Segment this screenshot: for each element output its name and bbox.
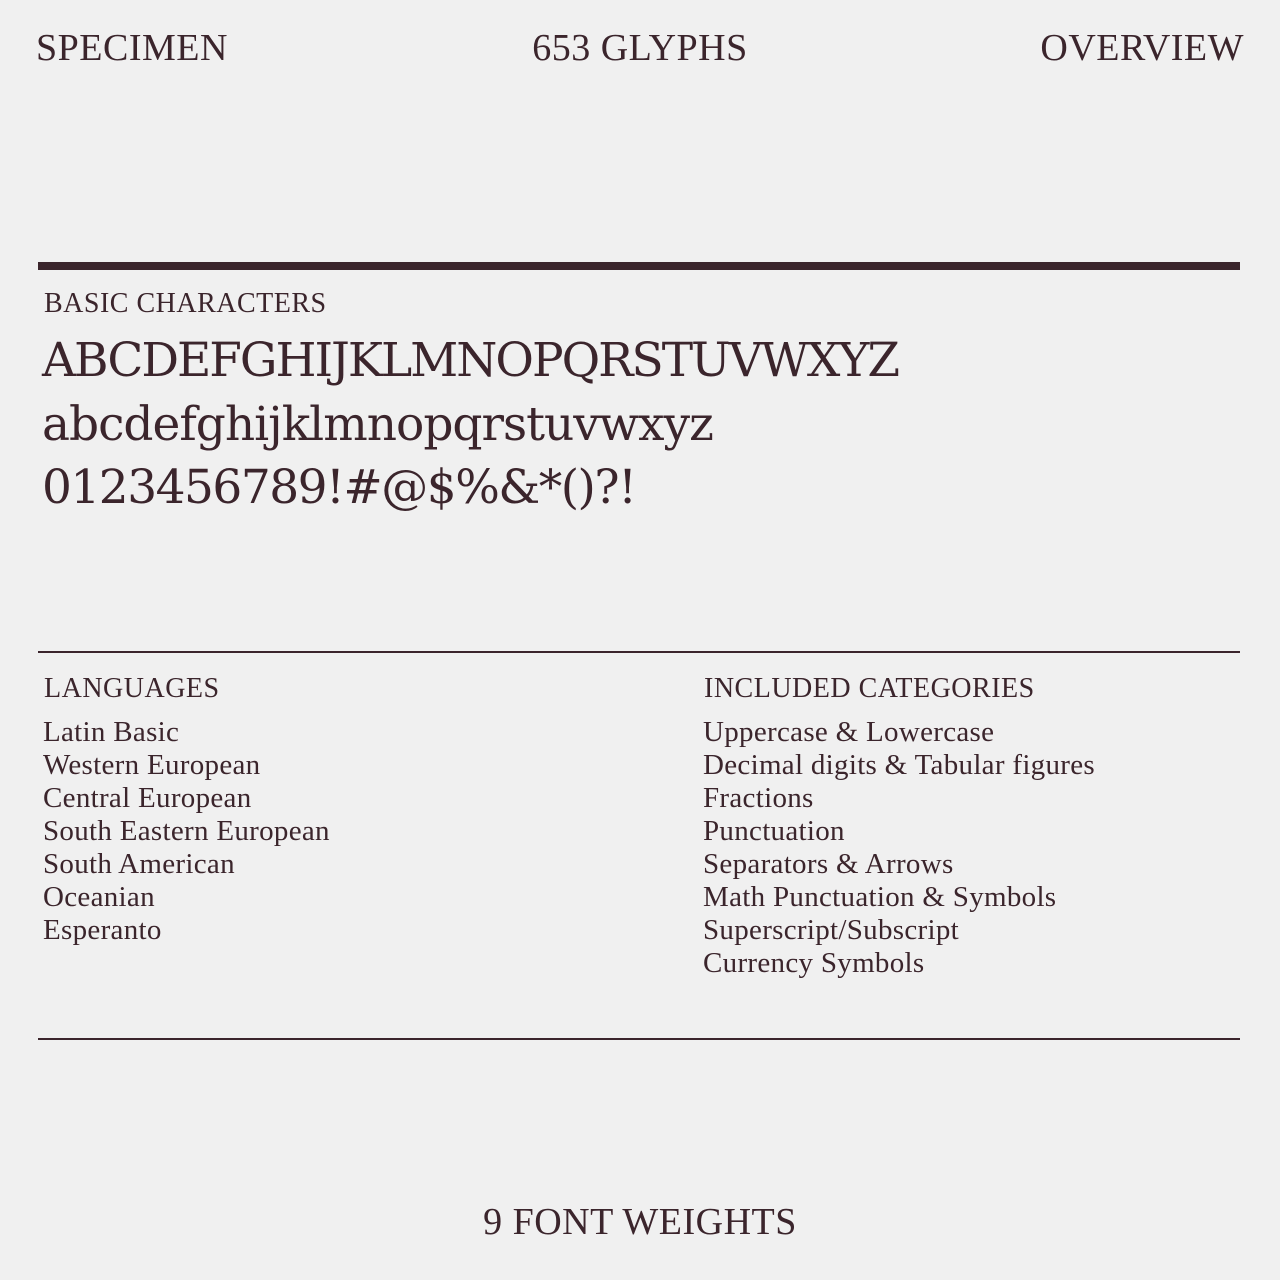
languages-label: LANGUAGES	[44, 673, 220, 704]
list-item: Central European	[43, 782, 252, 814]
header-overview: OVERVIEW	[1040, 27, 1244, 69]
font-weights-footer: 9 FONT WEIGHTS	[483, 1201, 797, 1243]
list-item: Currency Symbols	[703, 947, 925, 979]
languages-list	[43, 716, 330, 947]
list-item: Uppercase & Lowercase	[703, 716, 995, 748]
categories-list	[703, 716, 1095, 980]
list-item: Punctuation	[703, 815, 845, 847]
list-item: Oceanian	[43, 881, 155, 913]
divider-thick	[38, 262, 1240, 270]
divider-bottom	[38, 1038, 1240, 1040]
header-specimen: SPECIMEN	[36, 27, 228, 69]
list-item: Western European	[43, 749, 261, 781]
list-item: South American	[43, 848, 235, 880]
divider-middle	[38, 651, 1240, 653]
lowercase-specimen: abcdefghijklmnopqrstuvwxyz	[42, 397, 713, 452]
list-item: Separators & Arrows	[703, 848, 954, 880]
list-item: Decimal digits & Tabular figures	[703, 749, 1095, 781]
numerals-symbols-specimen: 0123456789!#@$%&*()?!	[42, 460, 636, 515]
list-item: Fractions	[703, 782, 814, 814]
list-item: Superscript/Subscript	[703, 914, 959, 946]
included-categories-label: INCLUDED CATEGORIES	[704, 673, 1035, 704]
uppercase-specimen: ABCDEFGHIJKLMNOPQRSTUVWXYZ	[42, 333, 899, 388]
list-item: Latin Basic	[43, 716, 180, 748]
header-glyph-count: 653 GLYPHS	[532, 27, 748, 69]
list-item: South Eastern European	[43, 815, 330, 847]
list-item: Esperanto	[43, 914, 162, 946]
basic-characters-label: BASIC CHARACTERS	[44, 288, 327, 319]
list-item: Math Punctuation & Symbols	[703, 881, 1057, 913]
